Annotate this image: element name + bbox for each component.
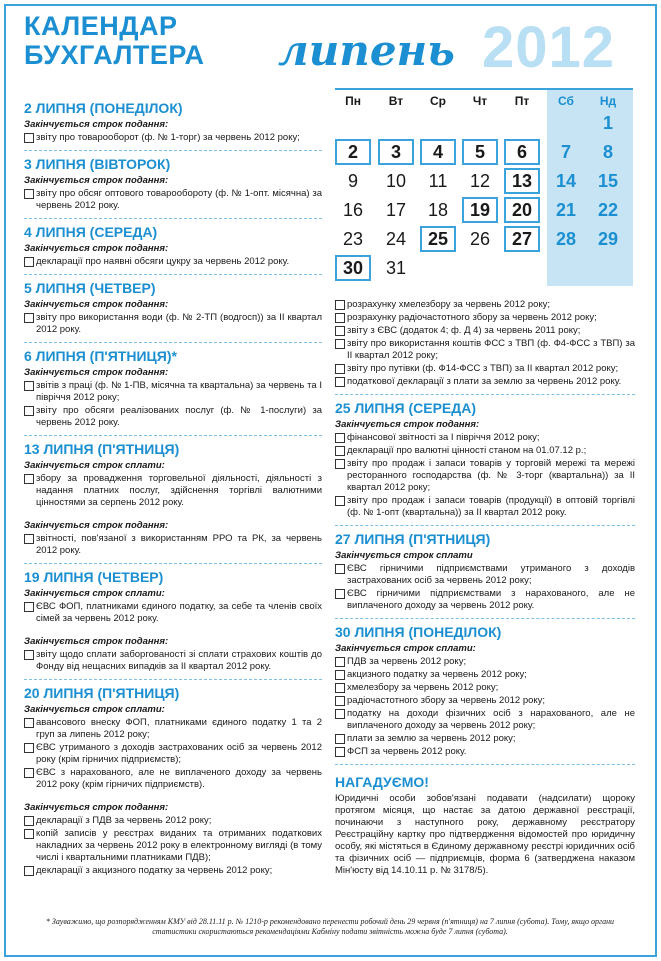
calendar-day-11[interactable]: 11 (428, 171, 448, 191)
divider (24, 563, 322, 564)
footnote: * Зауважимо, що розпорядженням КМУ від 28.11.11 р. № 1210-р рекомендовано перенести робочий день 29 червня (п'ятниця) на 7 липня (субота). Тому, якщо органи статистики скористаються рекомендаціями Кабміну подати звітність можна буде 7 липня (субота). (45, 917, 615, 936)
calendar-day-7[interactable]: 7 (560, 142, 571, 162)
task-item: звіту про обсяг оптового товарообороту (ф. № 1-опт. місячна) за червень 2012 року. (24, 188, 322, 212)
day-section-5 (24, 279, 322, 336)
day-section-20 (24, 684, 322, 877)
task-item: ФСП за червень 2012 року. (335, 746, 635, 758)
calendar-day-22[interactable]: 22 (597, 200, 619, 220)
year: 2012 (482, 15, 616, 80)
task-item: звітів з праці (ф. № 1-ПВ, місячна та квартальна) за червень та I півріччя 2012 року; (24, 380, 322, 404)
checkbox[interactable] (335, 589, 345, 599)
task-item: розрахунку хмелезбору за червень 2012 року; (335, 299, 635, 311)
calendar-day-14[interactable]: 14 (555, 171, 577, 191)
calendar-day-21[interactable]: 21 (555, 200, 577, 220)
task-item: податкової декларації з плати за землю за червень 2012 року. (335, 376, 635, 388)
day-heading: 19 ЛИПНЯ (ЧЕТВЕР) (24, 569, 164, 585)
checkbox[interactable] (335, 564, 345, 574)
checkbox[interactable] (335, 709, 345, 719)
day-heading: 4 ЛИПНЯ (СЕРЕДА) (24, 224, 158, 240)
task-item: ЄВС ФОП, платниками єдиного податку, за себе та членів своїх сімей за червень 2012 року. (24, 601, 322, 625)
calendar-day-27[interactable]: 27 (504, 226, 540, 252)
calendar-day-9[interactable]: 9 (347, 171, 358, 191)
checkbox[interactable] (335, 496, 345, 506)
day-heading: 5 ЛИПНЯ (ЧЕТВЕР) (24, 280, 156, 296)
calendar-day-10[interactable]: 10 (385, 171, 407, 191)
day-section-30 (335, 623, 635, 758)
weekday-header: Нд (599, 94, 617, 108)
day-section-6 (24, 347, 322, 429)
divider (24, 274, 322, 275)
checkbox[interactable] (24, 189, 34, 199)
calendar-day-18[interactable]: 18 (427, 200, 449, 220)
calendar-day-30[interactable]: 30 (335, 255, 371, 281)
calendar-day-12[interactable]: 12 (469, 171, 491, 191)
checkbox[interactable] (24, 534, 34, 544)
day-section-20-continued (335, 299, 635, 388)
day-heading: 13 ЛИПНЯ (П'ЯТНИЦЯ) (24, 441, 180, 457)
divider (335, 394, 635, 395)
checkbox[interactable] (335, 313, 345, 323)
calendar-day-15[interactable]: 15 (597, 171, 619, 191)
checkbox[interactable] (24, 381, 34, 391)
checkbox[interactable] (24, 602, 34, 612)
task-item: звіту про продаж і запаси товарів (продукції) в оптовій торгівлі (ф. № 1-опт (квартальна)) за II квартал 2012 року. (335, 495, 635, 519)
day-section-3 (24, 155, 322, 212)
task-item: розрахунку радіочастотного збору за червень 2012 року; (335, 312, 635, 324)
day-heading: 3 ЛИПНЯ (ВІВТОРОК) (24, 156, 171, 172)
divider (24, 150, 322, 151)
deadline-label: Закінчується строк подання: (24, 520, 169, 531)
calendar-day-23[interactable]: 23 (342, 229, 364, 249)
divider (335, 525, 635, 526)
divider (24, 679, 322, 680)
weekday-header: Пн (345, 94, 361, 108)
checkbox[interactable] (24, 768, 34, 778)
checkbox[interactable] (335, 446, 345, 456)
task-item: звіту про обсяги реалізованих послуг (ф. № 1-послуги) за червень 2012 року. (24, 405, 322, 429)
task-item: радіочастотного збору за червень 2012 року; (335, 695, 635, 707)
task-item: плати за землю за червень 2012 року; (335, 733, 635, 745)
reminder-section (335, 773, 635, 877)
calendar-day-8[interactable]: 8 (602, 142, 613, 162)
checkbox[interactable] (24, 866, 34, 876)
checkbox[interactable] (335, 657, 345, 667)
task-item: ЄВС гірничими підприємствами утриманого з доходів застрахованих осіб за червень 2012 року; (335, 563, 635, 587)
task-item: звіту про використання коштів ФСС з ТВП (ф. Ф4-ФСС з ТВП) за II квартал 2012 року; (335, 338, 635, 362)
task-item: декларації з акцизного податку за червень 2012 року; (24, 865, 322, 877)
day-heading: 25 ЛИПНЯ (СЕРЕДА) (335, 400, 477, 416)
deadline-label: Закінчується строк подання: (335, 419, 480, 430)
day-heading: 6 ЛИПНЯ (П'ЯТНИЦЯ)* (24, 348, 177, 364)
calendar-day-13[interactable]: 13 (504, 168, 540, 194)
task-item: звіту про продаж і запаси товарів у торговій мережі та мережі ресторанного господарства (ф. № 3-торг (квартальна)) за II квартал 2012 року; (335, 458, 635, 494)
left-column (24, 95, 322, 877)
day-section-25 (335, 399, 635, 519)
calendar-day-6[interactable]: 6 (504, 139, 540, 165)
calendar-title (24, 12, 205, 70)
deadline-label: Закінчується строк подання: (24, 175, 169, 186)
checkbox[interactable] (335, 433, 345, 443)
weekday-header: Сб (558, 94, 574, 108)
task-item: декларації про наявні обсяги цукру за червень 2012 року. (24, 256, 322, 268)
task-item: податку на доходи фізичних осіб з нарахованого, але не виплаченого доходу за червень 2012 року; (335, 708, 635, 732)
day-section-4 (24, 223, 322, 268)
deadline-label: Закінчується строк подання: (24, 367, 169, 378)
deadline-label: Закінчується строк подання: (24, 299, 169, 310)
day-section-13 (24, 440, 322, 557)
title-line-2: БУХГАЛТЕРА (24, 40, 205, 70)
deadline-label: Закінчується строк подання: (24, 243, 169, 254)
deadline-label: Закінчується строк сплати (335, 550, 473, 561)
title-line-1: КАЛЕНДАР (24, 11, 178, 41)
deadline-label: Закінчується строк сплати: (24, 704, 165, 715)
task-item: звіту щодо сплати заборгованості зі сплати страхових коштів до Фонду від нещасних випадків за II квартал 2012 року. (24, 649, 322, 673)
month-calendar-grid (335, 88, 633, 286)
task-item: декларації про валютні цінності станом на 01.07.12 р.; (335, 445, 635, 457)
calendar-day-1[interactable]: 1 (602, 113, 613, 133)
divider (335, 618, 635, 619)
calendar-day-31[interactable]: 31 (385, 258, 407, 278)
checkbox[interactable] (335, 326, 345, 336)
deadline-label: Закінчується строк подання: (24, 119, 169, 130)
calendar-day-2[interactable]: 2 (335, 139, 371, 165)
checkbox[interactable] (335, 734, 345, 744)
task-item: фінансової звітності за I півріччя 2012 року; (335, 432, 635, 444)
divider (24, 218, 322, 219)
calendar-day-17[interactable]: 17 (385, 200, 407, 220)
day-heading: 30 ЛИПНЯ (ПОНЕДІЛОК) (335, 624, 502, 640)
day-section-2 (24, 99, 322, 144)
weekday-header: Ср (430, 94, 446, 108)
checkbox[interactable] (24, 829, 34, 839)
calendar-day-4[interactable]: 4 (420, 139, 456, 165)
task-item: декларації з ПДВ за червень 2012 року; (24, 815, 322, 827)
reminder-text: Юридичні особи зобов'язані подавати (надсилати) щороку протягом місяця, що настає за датою державної реєстрації, починаючи з наступного року, державному реєстратору Реєстраційну картку про підтвердження відомостей про юридичну особу, які містяться в Єдиному державному реєстрі юридичних осіб та фізичних осіб — підприємців, форма 6 (затверджена наказом Мін'юсту від 14.10.11 р. № 3178/5). (335, 793, 635, 876)
day-heading: 27 ЛИПНЯ (П'ЯТНИЦЯ) (335, 531, 491, 547)
checkbox[interactable] (335, 339, 345, 349)
task-item: ЄВС з нарахованого, але не виплаченого доходу за червень 2012 року (крім гірничих підприємств). (24, 767, 322, 791)
weekday-header: Пт (514, 94, 530, 108)
checkbox[interactable] (24, 474, 34, 484)
day-section-19 (24, 568, 322, 673)
checkbox[interactable] (24, 133, 34, 143)
reminder-heading: НАГАДУЄМО! (335, 774, 429, 790)
right-column (335, 298, 635, 877)
task-item: звіту про використання води (ф. № 2-ТП (водгосп)) за II квартал 2012 року. (24, 312, 322, 336)
month-name: липень (278, 26, 455, 75)
deadline-label: Закінчується строк сплати: (24, 588, 165, 599)
calendar-day-28[interactable]: 28 (555, 229, 577, 249)
calendar-day-29[interactable]: 29 (597, 229, 619, 249)
checkbox[interactable] (24, 313, 34, 323)
checkbox[interactable] (335, 300, 345, 310)
calendar-day-19[interactable]: 19 (462, 197, 498, 223)
task-item: авансового внеску ФОП, платниками єдиного податку 1 та 2 груп за липень 2012 року; (24, 717, 322, 741)
calendar-day-16[interactable]: 16 (342, 200, 364, 220)
calendar-day-24[interactable]: 24 (385, 229, 407, 249)
task-item: акцизного податку за червень 2012 року; (335, 669, 635, 681)
checkbox[interactable] (335, 459, 345, 469)
task-item: збору за провадження торговельної діяльності, діяльності з надання платних послуг, здійснення торгівлі валютними цінностями за серпень 2012 року. (24, 473, 322, 509)
checkbox[interactable] (24, 743, 34, 753)
day-section-27 (335, 530, 635, 612)
calendar-day-5[interactable]: 5 (462, 139, 498, 165)
calendar-day-25[interactable]: 25 (420, 226, 456, 252)
checkbox[interactable] (335, 377, 345, 387)
deadline-label: Закінчується строк подання: (24, 636, 169, 647)
task-item: звіту про путівки (ф. Ф14-ФСС з ТВП) за II квартал 2012 року; (335, 363, 635, 375)
checkbox[interactable] (24, 257, 34, 267)
task-item: ПДВ за червень 2012 року; (335, 656, 635, 668)
calendar-day-20[interactable]: 20 (504, 197, 540, 223)
checkbox[interactable] (335, 747, 345, 757)
day-heading: 20 ЛИПНЯ (П'ЯТНИЦЯ) (24, 685, 180, 701)
task-item: звіту з ЄВС (додаток 4; ф. Д 4) за червень 2011 року; (335, 325, 635, 337)
task-item: звіту про товарооборот (ф. № 1-торг) за червень 2012 року; (24, 132, 322, 144)
checkbox[interactable] (335, 364, 345, 374)
task-item: звітності, пов'язаної з використанням РРО та РК, за червень 2012 року. (24, 533, 322, 557)
checkbox[interactable] (24, 650, 34, 660)
task-item: ЄВС утриманого з доходів застрахованих осіб за червень 2012 року (крім гірничих підприємств); (24, 742, 322, 766)
divider (24, 435, 322, 436)
divider (335, 764, 635, 765)
calendar-day-26[interactable]: 26 (469, 229, 491, 249)
calendar-day-3[interactable]: 3 (378, 139, 414, 165)
checkbox[interactable] (335, 683, 345, 693)
checkbox[interactable] (335, 696, 345, 706)
day-heading: 2 ЛИПНЯ (ПОНЕДІЛОК) (24, 100, 183, 116)
deadline-label: Закінчується строк сплати: (24, 460, 165, 471)
task-item: ЄВС гірничими підприємствами з нарахованого, але не виплаченого доходу за червень 2012 року. (335, 588, 635, 612)
task-item: хмелезбору за червень 2012 року; (335, 682, 635, 694)
weekday-header: Чт (472, 94, 488, 108)
checkbox[interactable] (24, 406, 34, 416)
checkbox[interactable] (24, 816, 34, 826)
deadline-label: Закінчується строк сплати: (335, 643, 476, 654)
divider (24, 342, 322, 343)
checkbox[interactable] (335, 670, 345, 680)
task-item: копій записів у реєстрах виданих та отриманих податкових накладних за червень 2012 року в електронному вигляді (в тому числі і квартальними платниками ПДВ); (24, 828, 322, 864)
deadline-label: Закінчується строк подання: (24, 802, 169, 813)
checkbox[interactable] (24, 718, 34, 728)
weekday-header: Вт (388, 94, 404, 108)
